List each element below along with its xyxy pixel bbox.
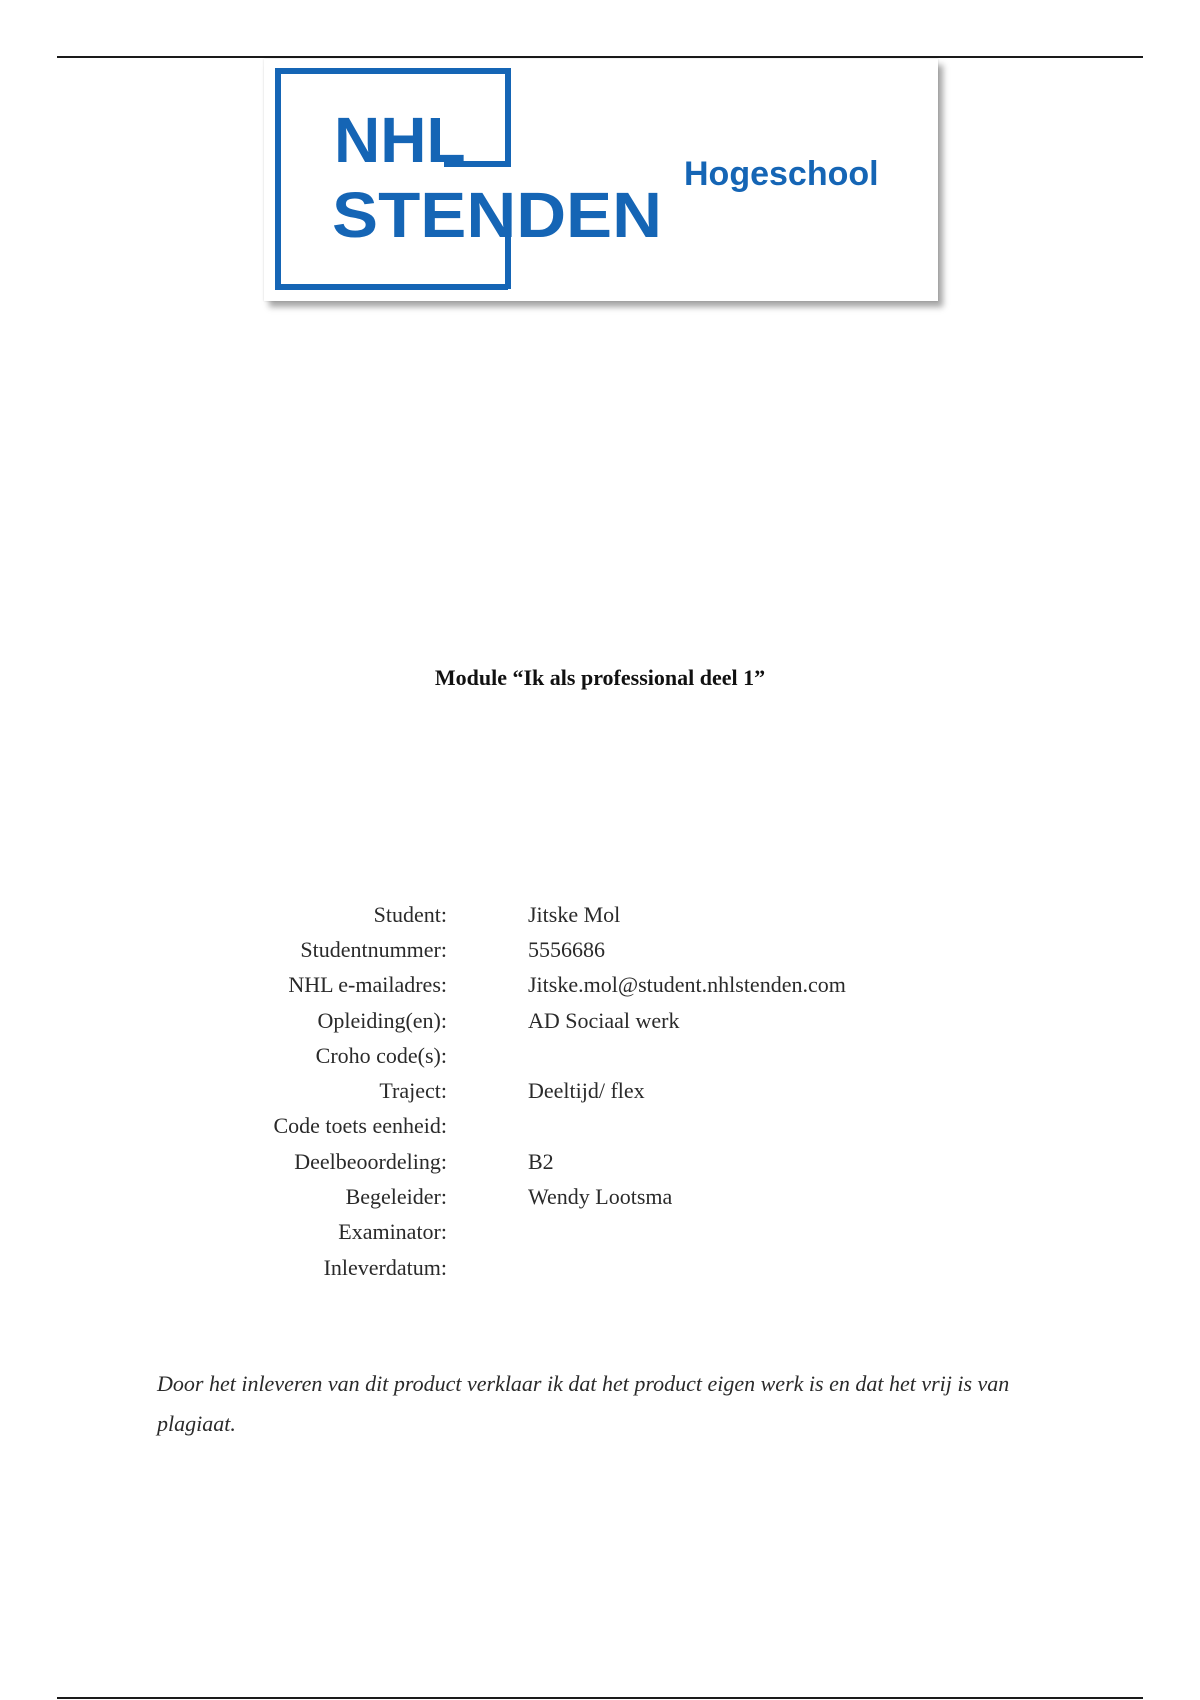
info-value: [528, 1038, 846, 1073]
info-value: [528, 1250, 846, 1285]
student-info-table: [230, 897, 846, 1285]
info-label: Code toets eenheid:: [273, 1113, 447, 1139]
info-label: Traject:: [379, 1078, 447, 1104]
info-value: B2: [528, 1148, 554, 1174]
info-value: Jitske.mol@student.nhlstenden.com: [528, 972, 846, 998]
institution-logo: [264, 59, 938, 301]
footer-rule: [57, 1697, 1143, 1699]
info-row: [230, 1250, 846, 1285]
info-label: Studentnummer:: [300, 936, 447, 962]
info-value: 5556686: [528, 936, 605, 962]
info-row: [230, 1003, 846, 1038]
info-value: [528, 1215, 846, 1250]
info-label: Begeleider:: [345, 1184, 447, 1210]
info-row: [230, 932, 846, 967]
info-row: [230, 1179, 846, 1214]
header-rule: [57, 56, 1143, 58]
info-value: Deeltijd/ flex: [528, 1078, 645, 1104]
info-row: [230, 1073, 846, 1108]
info-label: Croho code(s):: [315, 1042, 447, 1068]
info-label: NHL e-mailadres:: [288, 972, 447, 998]
plagiarism-declaration: Door het inleveren van dit product verklaar ik dat het product eigen werk is en dat het vrij is van plagiaat.: [157, 1371, 1010, 1436]
info-value: AD Sociaal werk: [528, 1007, 680, 1033]
info-value: Jitske Mol: [528, 901, 621, 927]
info-label: Inleverdatum:: [323, 1254, 447, 1280]
module-title: Module “Ik als professional deel 1”: [434, 665, 766, 690]
info-label: Student:: [373, 901, 447, 927]
info-row: [230, 897, 846, 932]
info-label: Deelbeoordeling:: [294, 1148, 447, 1174]
logo-wordmark-line2: STENDEN: [332, 179, 662, 251]
info-row: [230, 1144, 846, 1179]
logo-wordmark-line1: NHL: [334, 104, 466, 176]
info-row: [230, 968, 846, 1003]
info-value: Wendy Lootsma: [528, 1184, 673, 1210]
info-label: Examinator:: [338, 1219, 447, 1245]
info-row: [230, 1038, 846, 1073]
info-row: [230, 1109, 846, 1144]
info-label: Opleiding(en):: [317, 1007, 447, 1033]
info-row: [230, 1215, 846, 1250]
nhl-stenden-logo-mark: [264, 59, 684, 301]
info-value: [528, 1109, 846, 1144]
logo-side-text: Hogeschool: [684, 155, 879, 193]
